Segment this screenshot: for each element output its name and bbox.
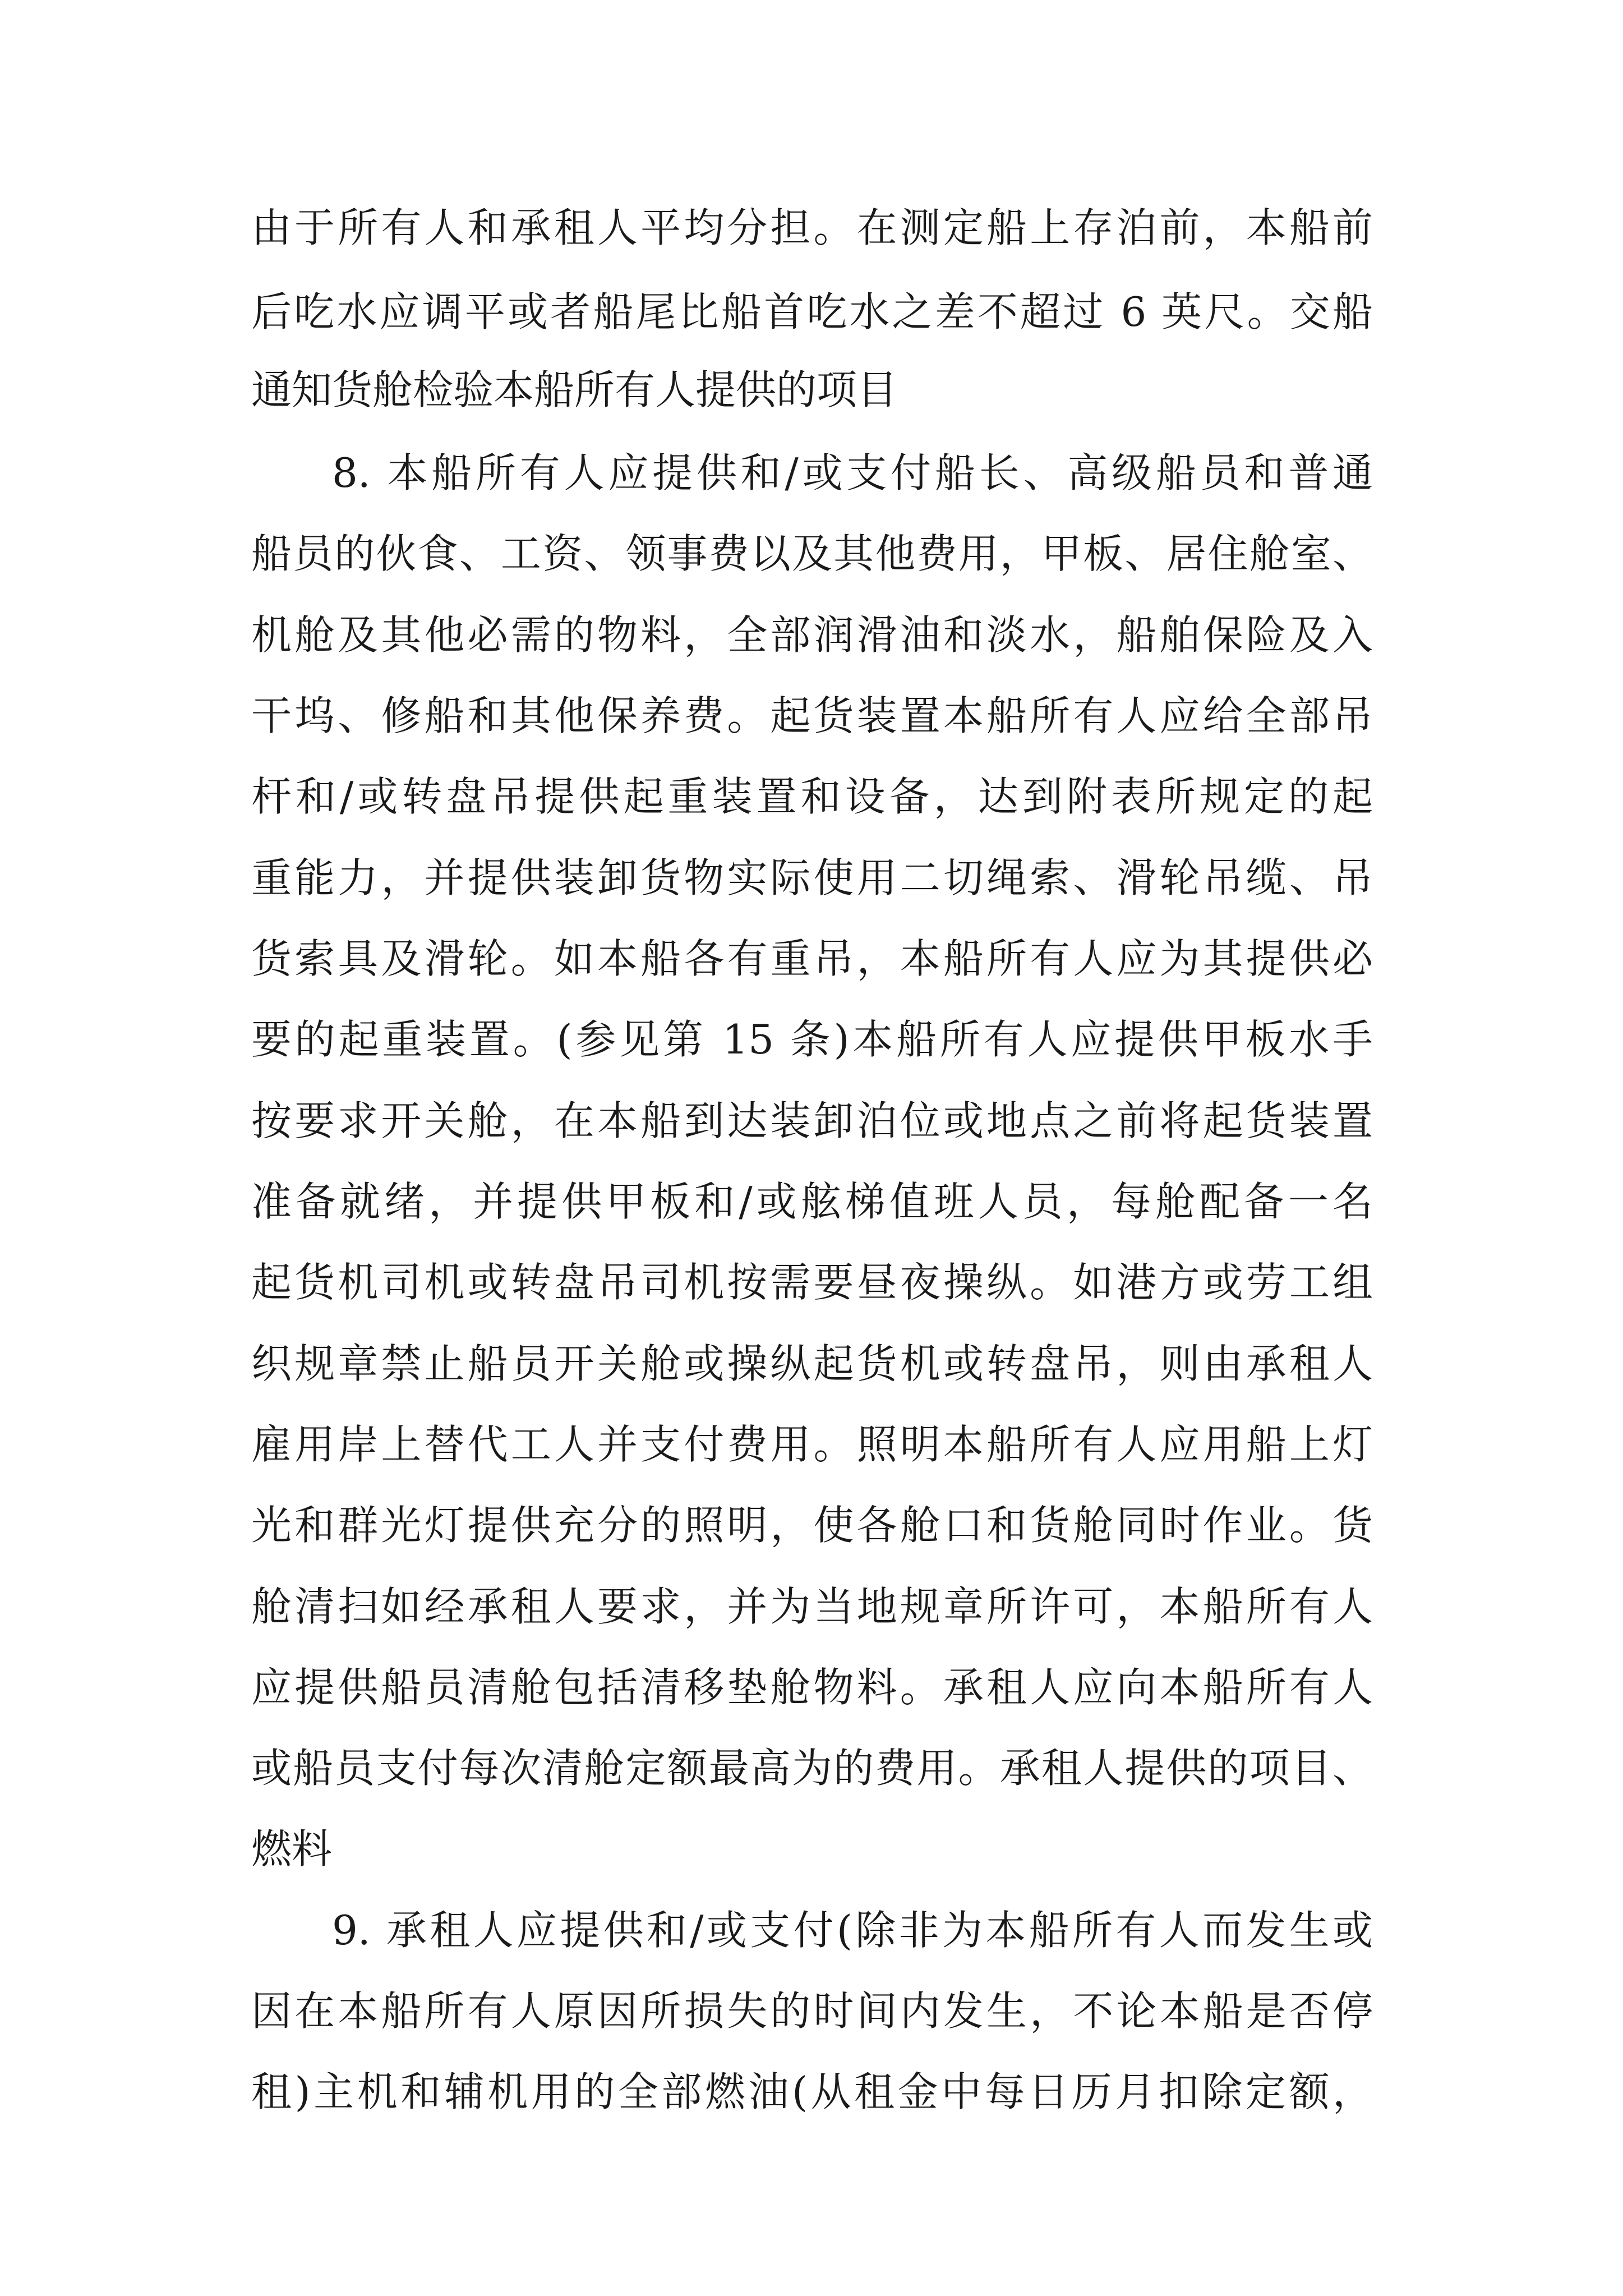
text-line: 按要求开关舱，在本船到达装卸泊位或地点之前将起货装置	[251, 1097, 1373, 1144]
text-line: 应提供船员清舱包括清移垫舱物料。承租人应向本船所有人	[251, 1664, 1373, 1711]
paragraph-9-first-line: 9. 承租人应提供和/或支付(除非为本船所有人而发生或	[332, 1907, 1373, 1954]
text-line: 因在本船所有人原因所损失的时间内发生，不论本船是否停	[251, 1987, 1373, 2035]
text-line: 织规章禁止船员开关舱或操纵起货机或转盘吊，则由承租人	[251, 1340, 1373, 1387]
text-line: 舱清扫如经承租人要求，并为当地规章所许可，本船所有人	[251, 1583, 1373, 1630]
text-line: 船员的伙食、工资、领事费以及其他费用，甲板、居住舱室、	[251, 530, 1373, 577]
text-line: 后吃水应调平或者船尾比船首吃水之差不超过 6 英尺。交船	[251, 288, 1373, 335]
text-line: 干坞、修船和其他保养费。起货装置本船所有人应给全部吊	[251, 692, 1373, 739]
text-line: 燃料	[251, 1825, 333, 1872]
text-line: 或船员支付每次清舱定额最高为的费用。承租人提供的项目、	[251, 1745, 1373, 1792]
text-line: 光和群光灯提供充分的照明，使各舱口和货舱同时作业。货	[251, 1502, 1373, 1549]
text-line: 机舱及其他必需的物料，全部润滑油和淡水，船舶保险及入	[251, 611, 1373, 659]
text-line: 通知货舱检验本船所有人提供的项目	[251, 366, 898, 413]
text-line: 雇用岸上替代工人并支付费用。照明本船所有人应用船上灯	[251, 1421, 1373, 1468]
text-line: 杆和/或转盘吊提供起重装置和设备，达到附表所规定的起	[251, 773, 1373, 820]
text-line: 租)主机和辅机用的全部燃油(从租金中每日历月扣除定额，	[251, 2068, 1373, 2115]
text-line: 重能力，并提供装卸货物实际使用二切绳索、滑轮吊缆、吊	[251, 854, 1373, 901]
text-line: 准备就绪，并提供甲板和/或舷梯值班人员，每舱配备一名	[251, 1178, 1373, 1225]
text-line: 要的起重装置。(参见第 15 条)本船所有人应提供甲板水手	[251, 1016, 1373, 1063]
text-line: 货索具及滑轮。如本船各有重吊，本船所有人应为其提供必	[251, 935, 1373, 982]
paragraph-8-first-line: 8. 本船所有人应提供和/或支付船长、高级船员和普通	[332, 449, 1373, 496]
text-line: 起货机司机或转盘吊司机按需要昼夜操纵。如港方或劳工组	[251, 1259, 1373, 1306]
text-line: 由于所有人和承租人平均分担。在测定船上存泊前，本船前	[251, 204, 1373, 251]
